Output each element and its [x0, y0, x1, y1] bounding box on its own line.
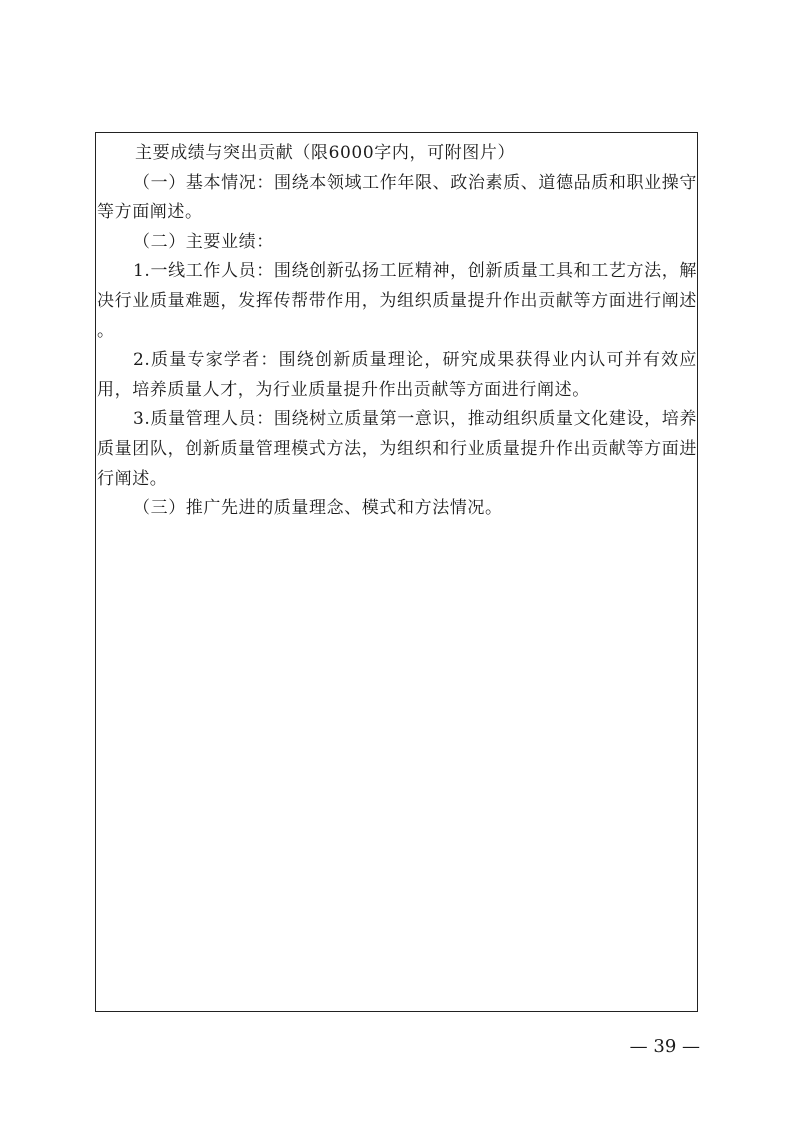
- paragraph-frontline-workers: 1.一线工作人员：围绕创新弘扬工匠精神，创新质量工具和工艺方法，解决行业质量难题，发挥传帮带作用，为组织质量提升作出贡献等方面进行阐述 。: [97, 261, 697, 341]
- paragraph-basic-info: （一）基本情况：围绕本领域工作年限、政治素质、道德品质和职业操守等方面阐述。: [97, 172, 697, 223]
- cell-content: [96, 139, 697, 524]
- section-title: 主要成绩与突出贡献（限6000字内，可附图片）: [135, 143, 516, 163]
- page-number: — 39 —: [629, 1036, 700, 1057]
- paragraph-quality-experts: 2.质量专家学者：围绕创新质量理论，研究成果获得业内认可并有效应用，培养质量人才，为行业质量提升作出贡献等方面进行阐述。: [97, 350, 697, 400]
- form-table-cell: [95, 132, 698, 1012]
- paragraph-promotion: （三）推广先进的质量理念、模式和方法情况。: [133, 498, 503, 519]
- paragraph-main-achievements: （二）主要业绩：: [133, 231, 274, 252]
- paragraph-quality-managers: 3.质量管理人员：围绕树立质量第一意识，推动组织质量文化建设，培养质量团队，创新质量管理模式方法，为组织和行业质量提升作出贡献等方面进行阐述。: [97, 409, 697, 489]
